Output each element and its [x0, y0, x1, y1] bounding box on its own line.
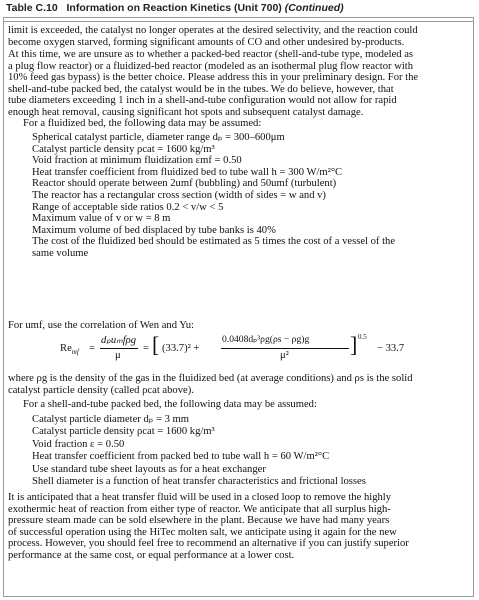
eq-close-bracket: ]	[350, 332, 358, 357]
where-line: catalyst particle density (called ρcat above).	[8, 385, 194, 396]
fluid-item: Range of acceptable side ratios 0.2 < v/w < 5	[32, 202, 224, 213]
paragraph-line: limit is exceeded, the catalyst no longer operates at the desired selectivity, and the reaction could	[8, 25, 418, 36]
table-label: Table C.10	[6, 2, 58, 14]
eq-fraction-bar-2	[221, 348, 349, 349]
fluid-item: The cost of the fluidized bed should be estimated as 5 times the cost of a vessel of the	[32, 236, 396, 247]
final-line: exothermic heat of reaction from either type of reactor. We anticipate that all surplus high-	[8, 504, 391, 515]
paragraph-line: At this time, we are unsure as to whether a packed-bed reactor (shell-and-tube type, modeled as	[8, 49, 414, 60]
eq-numerator-1: dₚuₘfρg	[101, 335, 137, 346]
paragraph-line: enough heat removal, causing significant hot spots and subsequent catalyst damage.	[8, 107, 364, 118]
final-line: It is anticipated that a heat transfer fluid will be used in a closed loop to remove the highly	[8, 492, 392, 503]
fluid-item: Spherical catalyst particle, diameter range dₚ = 300–600μm	[32, 132, 285, 143]
paragraph-line: 10% feed gas bypass) is the better choice. Please address this in your preliminary design. For the	[8, 72, 419, 83]
eq-denominator-1: μ	[115, 350, 121, 361]
paragraph-line: a plug flow reactor) or a fluidized-bed reactor (modeled as an isothermal plug flow reactor with	[8, 61, 414, 72]
fluid-item: Reactor should operate between 2umf (bubbling) and 50umf (turbulent)	[32, 178, 337, 189]
where-line: where ρg is the density of the gas in the fluidized bed (at average conditions) and ρs is the solid	[8, 373, 413, 384]
final-line: pressure steam made can be sold elsewhere in the plant. Because we have had many years	[8, 515, 390, 526]
fluid-item: Heat transfer coefficient from fluidized bed to tube wall h = 300 W/m²°C	[32, 167, 343, 178]
fluid-item: Maximum volume of bed displaced by tube banks is 40%	[32, 225, 276, 236]
fluid-item: Void fraction at minimum fluidization εmf = 0.50	[32, 155, 242, 166]
paragraph-line: shell-and-tube packed bed, the catalyst would be in the tubes. We do believe, however, that	[8, 84, 394, 95]
packed-item: Void fraction ε = 0.50	[32, 439, 125, 450]
eq-tail: − 33.7	[377, 343, 405, 354]
paragraph-line: become oxygen starved, forming significant amounts of CO and other undesired by-products.	[8, 37, 405, 48]
packed-item: Shell diameter is a function of heat transfer characteristics and frictional losses	[32, 476, 366, 487]
eq-term: (33.7)² +	[162, 343, 200, 354]
packed-item: Catalyst particle density ρcat = 1600 kg/m³	[32, 426, 215, 437]
eq-equals-1: =	[89, 343, 95, 354]
eq-exponent: 0.5	[358, 333, 367, 341]
packed-item: Catalyst particle diameter dₚ = 3 mm	[32, 414, 190, 425]
fluid-intro: For a fluidized bed, the following data may be assumed:	[23, 118, 262, 129]
fluid-item: Maximum value of v or w = 8 m	[32, 213, 171, 224]
eq-numerator-2: 0.0408dₚ³ρg(ρs − ρg)g	[222, 334, 310, 345]
table-title	[6, 2, 344, 14]
packed-intro: For a shell-and-tube packed bed, the following data may be assumed:	[23, 399, 317, 410]
eq-lhs: $Re_{mf}$	[60, 343, 79, 357]
frame-divider	[4, 21, 473, 22]
fluid-item: same volume	[32, 248, 89, 259]
fluid-item: The reactor has a rectangular cross section (width of sides = w and v)	[32, 190, 326, 201]
eq-open-bracket: [	[152, 332, 160, 357]
packed-item: Use standard tube sheet layouts as for a heat exchanger	[32, 464, 266, 475]
table-continued: (Continued)	[284, 2, 344, 14]
final-line: performance at the same cost, or equal performance at a lower cost.	[8, 550, 295, 561]
fluid-item: Catalyst particle density ρcat = 1600 kg/m³	[32, 144, 215, 155]
umf-intro: For umf, use the correlation of Wen and Yu:	[8, 320, 194, 331]
eq-denominator-2: μ²	[280, 350, 289, 361]
table-heading: Information on Reaction Kinetics (Unit 700)	[66, 2, 282, 14]
final-line: process. However, you should feel free to recommend an alternative if you can justify superior	[8, 538, 409, 549]
paragraph-line: tube diameters exceeding 1 inch in a shell-and-tube configuration would not allow for rapid	[8, 95, 397, 106]
final-line: of successful operation using the HiTec molten salt, we anticipate using it again for the new	[8, 527, 397, 538]
eq-fraction-bar-1	[100, 348, 138, 349]
eq-equals-2: =	[143, 343, 149, 354]
packed-item: Heat transfer coefficient from packed bed to tube wall h = 60 W/m²°C	[32, 451, 330, 462]
